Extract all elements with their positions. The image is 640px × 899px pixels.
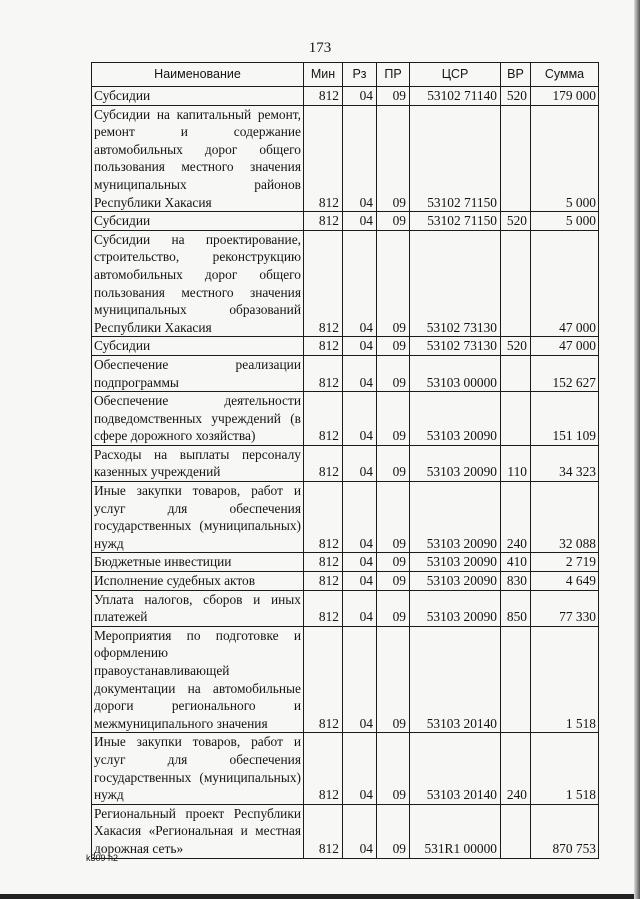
row-min: 812 xyxy=(304,572,343,591)
row-name: Субсидии xyxy=(92,212,304,231)
row-pr: 09 xyxy=(377,590,410,626)
row-min: 812 xyxy=(304,482,343,553)
table-row xyxy=(92,804,599,858)
row-rz: 04 xyxy=(343,212,377,231)
page-number: 173 xyxy=(308,40,332,56)
row-sum: 2 719 xyxy=(531,553,599,572)
row-rz: 04 xyxy=(343,482,377,553)
table-header-row xyxy=(92,63,599,87)
row-sum: 5 000 xyxy=(531,212,599,231)
row-pr: 09 xyxy=(377,553,410,572)
row-sum: 47 000 xyxy=(531,230,599,337)
row-csr: 53103 20090 xyxy=(410,572,501,591)
column-header-rz: Рз xyxy=(343,63,377,87)
row-sum: 870 753 xyxy=(531,804,599,858)
row-pr: 09 xyxy=(377,105,410,212)
row-pr: 09 xyxy=(377,733,410,804)
row-csr: 53102 73130 xyxy=(410,230,501,337)
row-pr: 09 xyxy=(377,337,410,356)
row-vr: 850 xyxy=(501,590,531,626)
row-rz: 04 xyxy=(343,553,377,572)
row-name: Обеспечение реализации подпрограммы xyxy=(92,355,304,391)
row-min: 812 xyxy=(304,804,343,858)
row-pr: 09 xyxy=(377,392,410,446)
row-vr: 520 xyxy=(501,87,531,106)
row-name: Иные закупки товаров, работ и услуг для обеспечения государственных (муниципальных) нужд xyxy=(92,733,304,804)
row-name: Региональный проект Республики Хакасия «Региональная и местная дорожная сеть» xyxy=(92,804,304,858)
row-pr: 09 xyxy=(377,212,410,231)
row-sum: 1 518 xyxy=(531,626,599,733)
row-csr: 53103 20090 xyxy=(410,445,501,481)
row-min: 812 xyxy=(304,553,343,572)
row-rz: 04 xyxy=(343,572,377,591)
row-name: Субсидии на проектирование, строительство, реконструкцию автомобильных дорог общего пользования местного значения муниципальных образований Республики Хакасия xyxy=(92,230,304,337)
row-csr: 531R1 00000 xyxy=(410,804,501,858)
row-csr: 53102 71140 xyxy=(410,87,501,106)
row-pr: 09 xyxy=(377,804,410,858)
row-min: 812 xyxy=(304,590,343,626)
table-row xyxy=(92,87,599,106)
row-vr: 830 xyxy=(501,572,531,591)
row-min: 812 xyxy=(304,87,343,106)
column-header-min: Мин xyxy=(304,63,343,87)
row-name: Обеспечение деятельности подведомственных учреждений (в сфере дорожного хозяйства) xyxy=(92,392,304,446)
row-rz: 04 xyxy=(343,230,377,337)
row-name: Иные закупки товаров, работ и услуг для обеспечения государственных (муниципальных) нужд xyxy=(92,482,304,553)
row-sum: 5 000 xyxy=(531,105,599,212)
row-sum: 152 627 xyxy=(531,355,599,391)
row-rz: 04 xyxy=(343,445,377,481)
table-row xyxy=(92,230,599,337)
row-csr: 53103 00000 xyxy=(410,355,501,391)
column-header-name: Наименование xyxy=(92,63,304,87)
row-csr: 53102 71150 xyxy=(410,105,501,212)
table-row xyxy=(92,355,599,391)
table-row xyxy=(92,105,599,212)
budget-table-body xyxy=(92,87,599,859)
row-csr: 53103 20090 xyxy=(410,482,501,553)
row-csr: 53103 20090 xyxy=(410,392,501,446)
row-sum: 77 330 xyxy=(531,590,599,626)
row-pr: 09 xyxy=(377,230,410,337)
table-row xyxy=(92,337,599,356)
row-vr xyxy=(501,392,531,446)
row-name: Субсидии xyxy=(92,337,304,356)
column-header-sum: Сумма xyxy=(531,63,599,87)
table-row xyxy=(92,626,599,733)
row-rz: 04 xyxy=(343,733,377,804)
row-csr: 53103 20140 xyxy=(410,626,501,733)
row-vr xyxy=(501,626,531,733)
table-row xyxy=(92,445,599,481)
row-vr: 410 xyxy=(501,553,531,572)
row-min: 812 xyxy=(304,733,343,804)
row-sum: 179 000 xyxy=(531,87,599,106)
row-pr: 09 xyxy=(377,87,410,106)
row-csr: 53102 73130 xyxy=(410,337,501,356)
row-sum: 32 088 xyxy=(531,482,599,553)
row-vr xyxy=(501,230,531,337)
row-name: Субсидии на капитальный ремонт, ремонт и содержание автомобильных дорог общего пользования местного значения муниципальных районов Республики Хакасия xyxy=(92,105,304,212)
row-sum: 47 000 xyxy=(531,337,599,356)
scan-bottom-edge xyxy=(0,894,640,899)
row-min: 812 xyxy=(304,392,343,446)
row-vr: 110 xyxy=(501,445,531,481)
row-rz: 04 xyxy=(343,105,377,212)
row-name: Расходы на выплаты персоналу казенных учреждений xyxy=(92,445,304,481)
row-min: 812 xyxy=(304,626,343,733)
column-header-csr: ЦСР xyxy=(410,63,501,87)
row-csr: 53103 20090 xyxy=(410,590,501,626)
row-rz: 04 xyxy=(343,355,377,391)
row-pr: 09 xyxy=(377,445,410,481)
row-vr: 520 xyxy=(501,337,531,356)
table-row xyxy=(92,590,599,626)
table-row xyxy=(92,733,599,804)
row-min: 812 xyxy=(304,105,343,212)
row-csr: 53102 71150 xyxy=(410,212,501,231)
row-pr: 09 xyxy=(377,482,410,553)
row-min: 812 xyxy=(304,212,343,231)
column-header-vr: ВР xyxy=(501,63,531,87)
table-row xyxy=(92,392,599,446)
scan-right-edge xyxy=(634,0,640,899)
row-sum: 4 649 xyxy=(531,572,599,591)
row-name: Бюджетные инвестиции xyxy=(92,553,304,572)
row-sum: 1 518 xyxy=(531,733,599,804)
row-name: Уплата налогов, сборов и иных платежей xyxy=(92,590,304,626)
row-vr xyxy=(501,355,531,391)
row-min: 812 xyxy=(304,230,343,337)
row-name: Исполнение судебных актов xyxy=(92,572,304,591)
row-csr: 53103 20140 xyxy=(410,733,501,804)
table-row xyxy=(92,553,599,572)
row-rz: 04 xyxy=(343,87,377,106)
row-vr xyxy=(501,105,531,212)
row-rz: 04 xyxy=(343,804,377,858)
row-rz: 04 xyxy=(343,337,377,356)
row-pr: 09 xyxy=(377,355,410,391)
row-rz: 04 xyxy=(343,590,377,626)
row-rz: 04 xyxy=(343,626,377,733)
row-vr: 520 xyxy=(501,212,531,231)
row-vr: 240 xyxy=(501,733,531,804)
row-vr: 240 xyxy=(501,482,531,553)
row-csr: 53103 20090 xyxy=(410,553,501,572)
row-name: Мероприятия по подготовке и оформлению правоустанавливающей документации на автомобильные дороги регионального и межмуниципального значения xyxy=(92,626,304,733)
table-row xyxy=(92,572,599,591)
row-name: Субсидии xyxy=(92,87,304,106)
column-header-pr: ПР xyxy=(377,63,410,87)
row-min: 812 xyxy=(304,445,343,481)
table-row xyxy=(92,482,599,553)
document-footer-code: k309 h2 xyxy=(86,853,119,863)
row-pr: 09 xyxy=(377,572,410,591)
row-min: 812 xyxy=(304,355,343,391)
row-sum: 151 109 xyxy=(531,392,599,446)
row-rz: 04 xyxy=(343,392,377,446)
table-row xyxy=(92,212,599,231)
row-sum: 34 323 xyxy=(531,445,599,481)
budget-table xyxy=(91,62,599,859)
row-min: 812 xyxy=(304,337,343,356)
row-pr: 09 xyxy=(377,626,410,733)
row-vr xyxy=(501,804,531,858)
